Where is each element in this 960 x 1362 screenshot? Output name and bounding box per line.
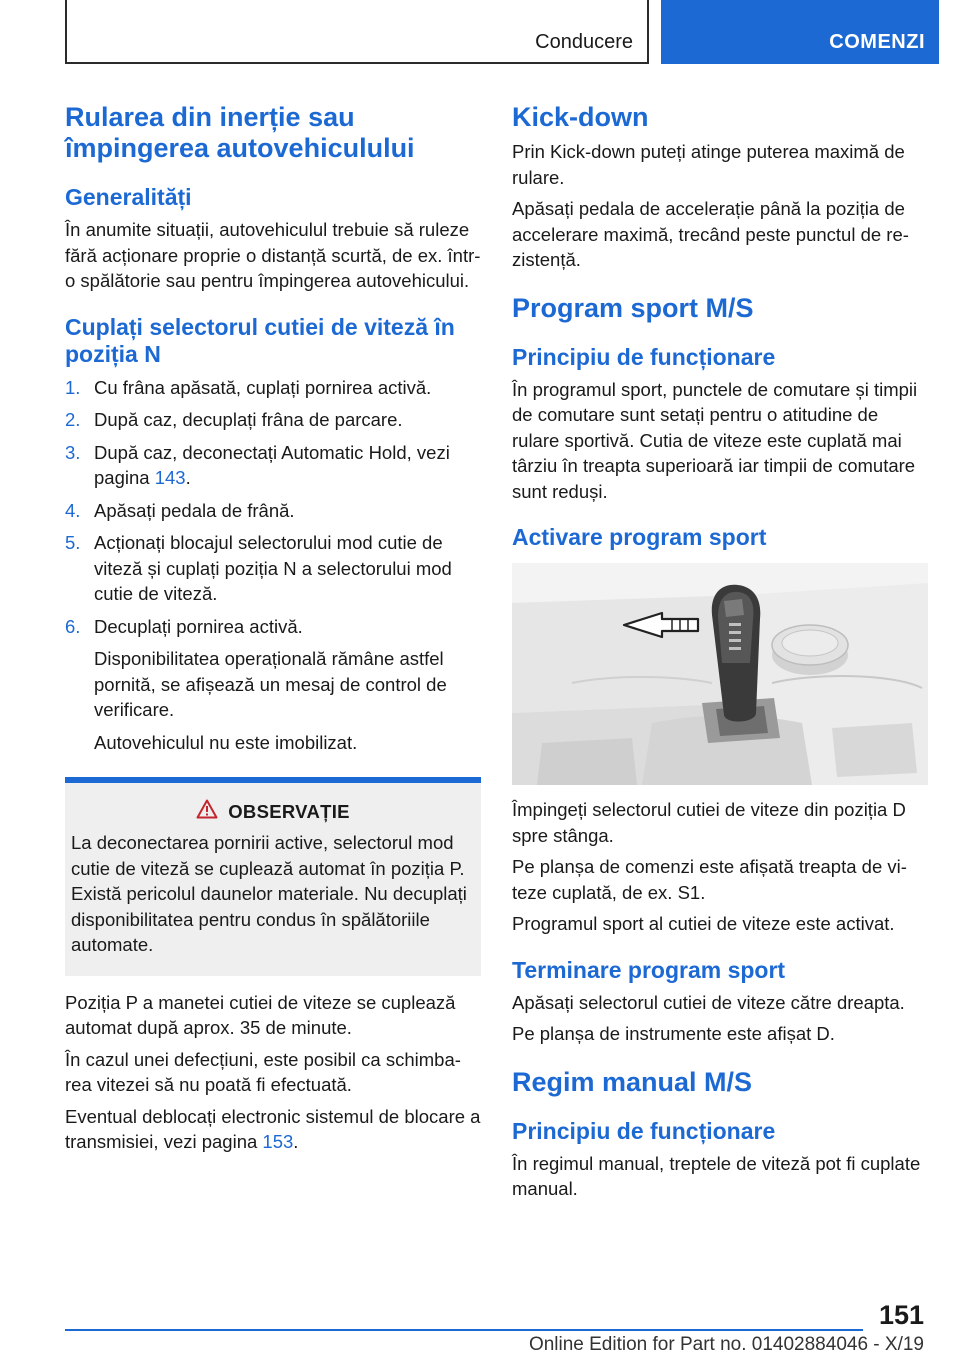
kickdown-text: Prin Kick-down puteți atinge puterea maximă de rulare.: [512, 141, 905, 188]
step-text-end: .: [185, 467, 191, 488]
kickdown-pedal-text: Apăsați pedala de accelerație până la poziția de accelerare maximă, trecând peste punctul de rezistență.: [512, 198, 909, 270]
activate-display-text: Pe planșa de comenzi este afișată treapta de viteze cuplată, de ex. S1.: [512, 856, 907, 903]
list-item: [65, 614, 481, 640]
step-number: 6.: [65, 615, 81, 637]
step-text: Apăsați pedala de frână.: [94, 499, 295, 521]
end-sport-display-text: Pe planșa de instrumente este afișat D.: [512, 1023, 835, 1044]
coasting-title: Rularea din inerție sau împingerea autovehiculului: [65, 102, 415, 163]
warning-triangle-icon: [196, 799, 218, 824]
auto-park-text: Poziția P a manetei cutiei de viteze se cuplează automat după aprox. 35 de minute.: [65, 991, 456, 1038]
page-link-143[interactable]: 143: [154, 467, 186, 488]
header-section-box: [65, 0, 649, 64]
header-chapter-tab[interactable]: [661, 0, 939, 64]
list-item: [65, 530, 481, 607]
manual-principle-text: În regimul manual, treptele de viteză pot fi cuplate manual.: [512, 1152, 921, 1199]
end-sport-text: Apăsați selectorul cutiei de viteze către dreapta.: [512, 991, 905, 1013]
manual-mode-title: Regim manual M/S: [512, 1066, 753, 1097]
header-chapter-label: COMENZI: [829, 31, 925, 53]
engage-n-heading: Cuplați selectorul cutiei de viteză în poziția N: [65, 313, 455, 367]
step-text: Decuplați pornirea activă.: [94, 615, 303, 637]
step-number: 5.: [65, 532, 81, 553]
activate-sport-heading: Activare program sport: [512, 524, 767, 550]
step-number: 1.: [65, 376, 81, 398]
list-item: [65, 498, 481, 524]
footer-edition: Online Edition for Part no. 01402884046 - X/19: [528, 1334, 924, 1355]
unlock-text-main: Eventual deblocați electronic sistemul de blocare a transmisiei, vezi pagina: [65, 1105, 481, 1152]
right-column: [512, 102, 928, 1202]
sport-principle-text: În programul sport, punctele de comutare și timpii de comutare sunt setați pentru o atitudine de rulare sportivă. Cutia de viteze este cuplată mai târziu în treapta superioară iar timpii de comutare sunt reduși.: [512, 378, 918, 502]
sport-principle-heading: Principiu de funcționare: [512, 343, 776, 370]
list-item: [65, 407, 481, 433]
step-number: 4.: [65, 499, 81, 521]
sport-program-title: Program sport M/S: [512, 292, 754, 323]
gear-selector-illustration: [512, 563, 928, 785]
activate-text: Împingeți selectorul cutiei de viteze din poziția D spre stânga.: [512, 799, 906, 846]
step-number: 3.: [65, 441, 81, 463]
step6-note-immobilized: Autovehiculul nu este imobilizat.: [94, 731, 358, 753]
footer-divider: [65, 1329, 863, 1331]
step-text: Acționați blocajul selectorului mod cutie de viteză și cuplați poziția N a selectorului mod cutie de viteză.: [94, 532, 452, 604]
activate-confirm-text: Programul sport al cutiei de viteze este activat.: [512, 913, 895, 934]
step-text: După caz, decuplați frâna de parcare.: [94, 409, 403, 430]
warning-text: La deconectarea pornirii active, selectorul mod cutie de viteză se cuplează automat în poziția P. Există pericolul daunelor materiale. Nu decuplați disponibilitatea pentru condus în spălătoriile automate.: [71, 832, 467, 955]
step-number: 2.: [65, 409, 81, 430]
general-heading: Generalități: [65, 184, 192, 210]
steps-list: [65, 375, 481, 640]
left-column: [65, 102, 481, 1155]
step-text: După caz, deconectați Automatic Hold, vezi pagina: [94, 441, 450, 488]
end-sport-heading: Terminare program sport: [512, 956, 786, 983]
warning-box: [65, 777, 481, 976]
step-text: Cu frâna apăsată, cuplați pornirea activă.: [94, 376, 432, 398]
general-text: În anumite situații, autovehiculul trebuie să ruleze fără acționare proprie o distanță scurtă, de ex. într-o spălătorie sau pentru împingerea autovehicului.: [65, 219, 481, 291]
page-number: 151: [878, 1300, 924, 1330]
malfunction-text: În cazul unei defecțiuni, este posibil ca schimbarea vitezei să nu poată fi efectuată.: [65, 1048, 461, 1095]
step6-note-readiness: Disponibilitatea operațională rămâne astfel pornită, se afișează un mesaj de control de verificare.: [94, 648, 447, 720]
warning-header: [71, 799, 475, 824]
unlock-text: [65, 1104, 481, 1155]
list-item: [65, 375, 481, 401]
list-item: [65, 440, 481, 491]
page-link-153[interactable]: 153: [262, 1131, 294, 1152]
unlock-text-end: .: [293, 1131, 299, 1152]
manual-principle-heading: Principiu de funcționare: [512, 1117, 776, 1144]
kickdown-title: Kick-down: [512, 102, 649, 132]
header-section-label: Conducere: [535, 31, 633, 53]
warning-title: OBSERVAȚIE: [228, 800, 350, 822]
